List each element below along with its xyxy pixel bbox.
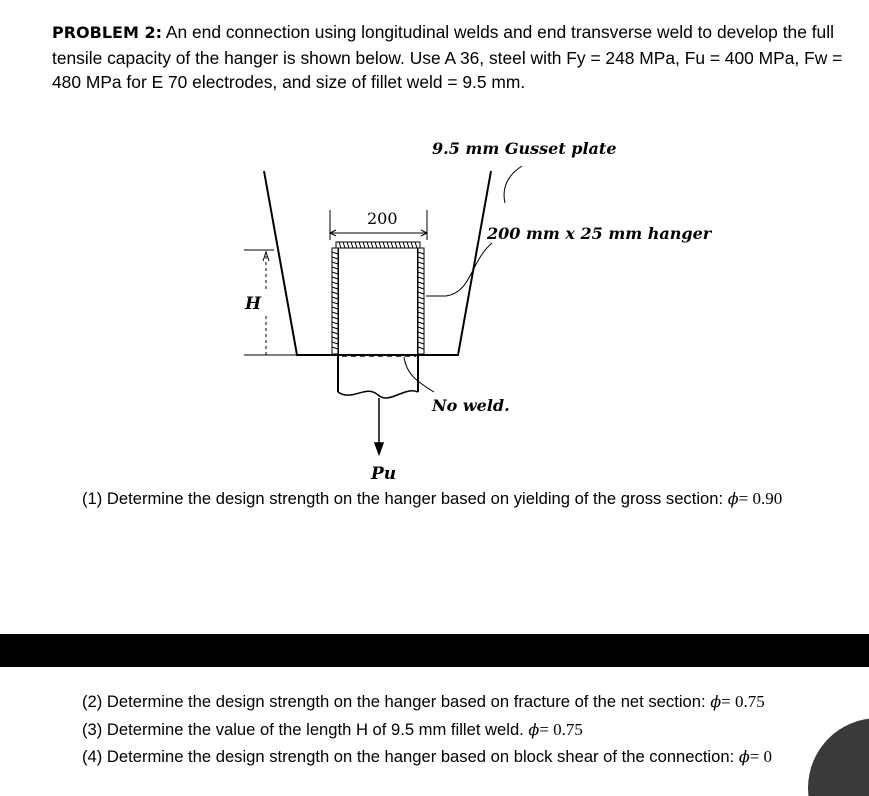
hanger-bottom-edge xyxy=(338,391,418,398)
no-weld-label: No weld. xyxy=(432,396,510,415)
question-1-text: (1) Determine the design strength on the hanger based on yielding of the gross section: xyxy=(82,489,724,508)
weld-transverse xyxy=(336,242,420,248)
question-1-phi: ϕ xyxy=(727,489,739,508)
question-2-text: (2) Determine the design strength on the hanger based on fracture of the net section: xyxy=(82,692,706,711)
load-arrow xyxy=(375,398,383,454)
gusset-plate xyxy=(264,171,491,355)
question-3-value: = 0.75 xyxy=(539,720,583,739)
hanger-leader xyxy=(426,243,492,296)
question-2 xyxy=(82,692,765,712)
problem-text: An end connection using longitudinal welds and end transverse weld to develop the full tensile capacity of the hanger is shown below. Use A 36, steel with Fy = 248 MPa, Fu = 400 MPa, Fw = 480 MPa for E 70 electrodes, and size of fillet weld = 9.5 mm. xyxy=(52,22,843,92)
question-3-text: (3) Determine the value of the length H of 9.5 mm fillet weld. xyxy=(82,720,524,739)
hanger-plate xyxy=(338,247,418,392)
question-1-value: = 0.90 xyxy=(738,489,783,508)
width-dimension-label: 200 xyxy=(367,209,398,228)
question-4 xyxy=(82,747,772,767)
question-2-value: = 0.75 xyxy=(721,692,765,711)
h-label: H xyxy=(245,294,262,314)
question-4-value: = 0 xyxy=(749,747,773,766)
weld-right xyxy=(418,248,424,354)
problem-heading: PROBLEM 2: xyxy=(52,23,162,42)
gusset-label: 9.5 mm Gusset plate xyxy=(432,139,617,158)
question-3-phi: ϕ xyxy=(528,720,540,739)
question-2-phi: ϕ xyxy=(710,692,722,711)
hanger-label: 200 mm x 25 mm hanger xyxy=(487,224,712,243)
black-band xyxy=(0,634,869,667)
weld-left xyxy=(332,248,338,354)
question-3 xyxy=(82,720,583,740)
question-4-phi: ϕ xyxy=(738,747,750,766)
question-4-text: (4) Determine the design strength on the hanger based on block shear of the connection: xyxy=(82,747,735,766)
question-1 xyxy=(82,489,782,509)
gusset-leader xyxy=(504,166,522,203)
load-label: Pu xyxy=(371,464,397,484)
